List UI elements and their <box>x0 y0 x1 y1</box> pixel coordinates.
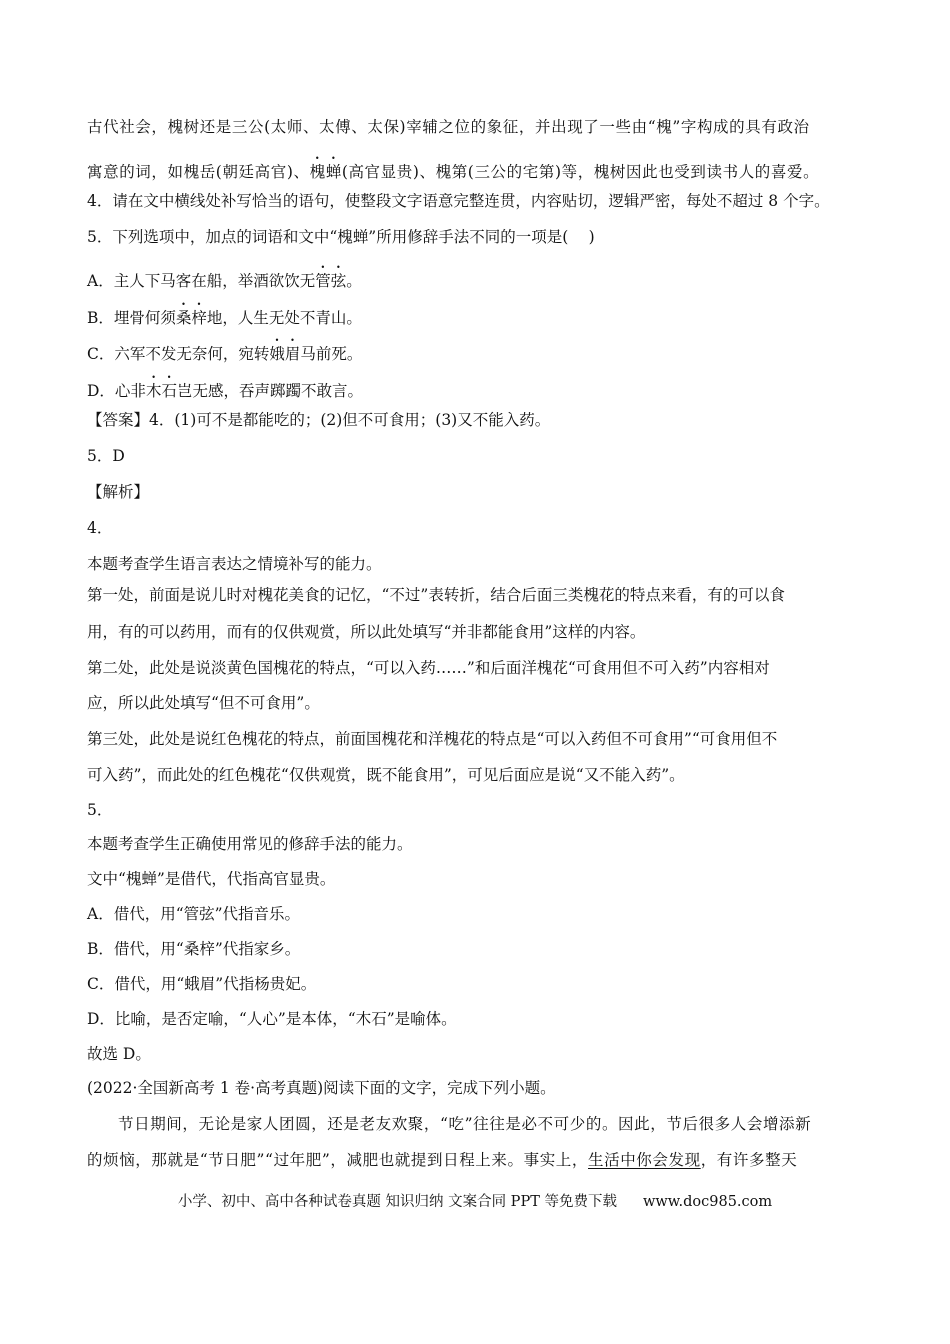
option-a: A．主人下马客在船，举酒欲饮无管弦。 <box>87 272 362 290</box>
analysis-number: 5． <box>87 801 113 819</box>
analysis-line: 文中“槐蝉”是借代，代指高官显贵。 <box>87 870 336 888</box>
footer-link[interactable]: www.doc985.com <box>642 1194 773 1210</box>
analysis-line: 第三处，此处是说红色槐花的特点，前面国槐花和洋槐花的特点是“可以入药但不可食用”“可食用但不 <box>87 730 778 748</box>
analysis-number: 4． <box>87 519 113 537</box>
question-5: 5．下列选项中，加点的词语和文中“槐蝉”所用修辞手法不同的一项是( ) <box>87 228 595 246</box>
analysis-line: 应，所以此处填写“但不可食用”。 <box>87 694 320 712</box>
option-d: D．心非木石岂无感，吞声踯躅不敢言。 <box>87 382 363 400</box>
reading-passage-line: 的烦恼，那就是“节日肥”“过年肥”，减肥也就提到日程上来。事实上，生活中你会发现，有许多整天 <box>87 1151 798 1169</box>
analysis-line: 第二处，此处是说淡黄色国槐花的特点，“可以入药……”和后面洋槐花“可食用但不可入药”内容相对 <box>87 659 770 677</box>
analysis-line: 第一处，前面是说儿时对槐花美食的记忆，“不过”表转折，结合后面三类槐花的特点来看，有的可以食 <box>87 586 785 604</box>
option-b: B．埋骨何须桑梓地，人生无处不青山。 <box>87 309 362 327</box>
analysis-line: A．借代，用“管弦”代指音乐。 <box>87 905 301 923</box>
analysis-line: 可入药”，而此处的红色槐花“仅供观赏，既不能食用”，可见后面应是说“又不能入药”。 <box>87 766 685 784</box>
analysis-conclusion: 故选 D。 <box>87 1045 151 1063</box>
footer-text: 小学、初中、高中各种试卷真题 知识归纳 文案合同 PPT 等免费下载 <box>177 1194 617 1210</box>
passage-line: 古代社会，槐树还是三公(太师、太傅、太保)宰辅之位的象征，并出现了一些由“槐”字构成的具有政治 <box>87 118 810 136</box>
analysis-line: 用，有的可以药用，而有的仅供观赏，所以此处填写“并非都能食用”这样的内容。 <box>87 623 646 641</box>
underlined-phrase: 生活中你会发现 <box>588 1151 701 1169</box>
question-4: 4．请在文中横线处补写恰当的语句，使整段文字语意完整连贯，内容贴切，逻辑严密，每处不超过 8 个字。 <box>87 192 830 210</box>
analysis-line: C．借代，用“蛾眉”代指杨贵妃。 <box>87 975 317 993</box>
analysis-line: B．借代，用“桑梓”代指家乡。 <box>87 940 301 958</box>
emphasis-dotted-word: 桑梓 <box>175 309 207 327</box>
emphasis-dotted-word: 槐蝉 <box>309 163 342 181</box>
analysis-line: 本题考查学生语言表达之情境补写的能力。 <box>87 555 382 573</box>
reading-passage-line: 节日期间，无论是家人团圆，还是老友欢聚，“吃”往往是必不可少的。因此，节后很多人会增添新 <box>118 1115 812 1133</box>
source-line: (2022·全国新高考 1 卷·高考真题)阅读下面的文字，完成下列小题。 <box>87 1079 556 1097</box>
analysis-heading: 【解析】 <box>87 483 150 501</box>
emphasis-dotted-word: 管弦 <box>315 272 347 290</box>
emphasis-dotted-word: 娥眉 <box>269 345 301 363</box>
emphasis-dotted-word: 木石 <box>145 382 177 400</box>
page-footer <box>0 1192 950 1212</box>
analysis-line: 本题考查学生正确使用常见的修辞手法的能力。 <box>87 835 413 853</box>
answer-4: 【答案】4．(1)可不是都能吃的；(2)但不可食用；(3)又不能入药。 <box>87 411 551 429</box>
answer-5: 5．D <box>87 447 125 465</box>
analysis-line: D．比喻，是否定喻，“人心”是本体，“木石”是喻体。 <box>87 1010 457 1028</box>
option-c: C．六军不发无奈何，宛转娥眉马前死。 <box>87 345 363 363</box>
passage-line: 寓意的词，如槐岳(朝廷高官)、槐蝉(高官显贵)、槐第(三公的宅第)等，槐树因此也受到读书人的喜爱。 <box>87 163 820 181</box>
